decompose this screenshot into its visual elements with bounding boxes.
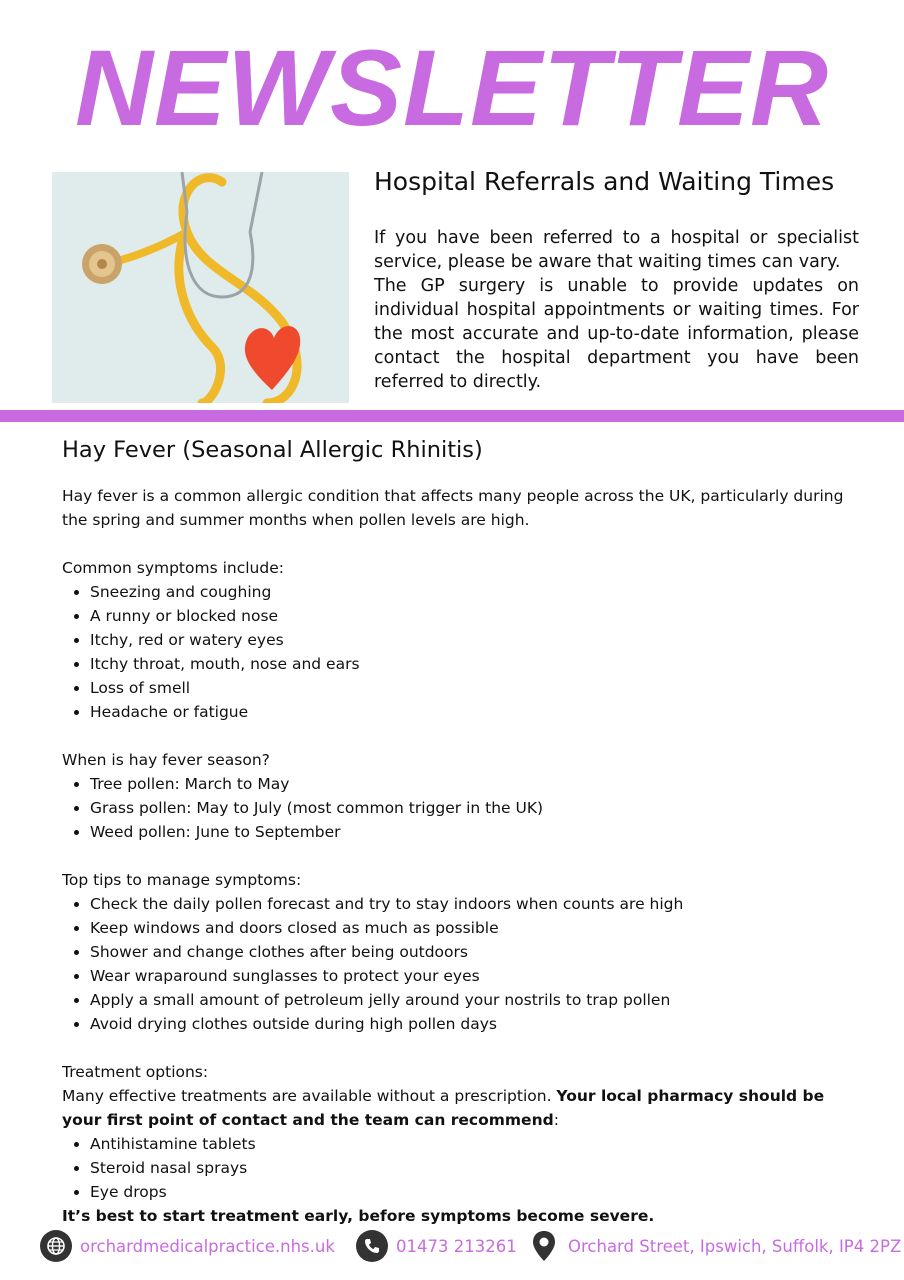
list-item: • Shower and change clothes after being outdoors <box>90 940 852 964</box>
location-pin-icon <box>528 1230 560 1262</box>
list-item: • Antihistamine tablets <box>90 1132 852 1156</box>
list-item: • Itchy, red or watery eyes <box>90 628 852 652</box>
list-item: • Headache or fatigue <box>90 700 852 724</box>
referrals-paragraph: The GP surgery is unable to provide updates on individual hospital appointments or waiting times. For the most accurate and up-to-date information, please contact the hospital department you have been referred to directly. <box>374 276 859 392</box>
referrals-body <box>374 226 859 394</box>
list-item: • Check the daily pollen forecast and try to stay indoors when counts are high <box>90 892 852 916</box>
hay-fever-section <box>62 434 852 1228</box>
list-item: • A runny or blocked nose <box>90 604 852 628</box>
referrals-heading: Hospital Referrals and Waiting Times <box>374 167 835 196</box>
section-divider <box>0 410 904 422</box>
phone-icon <box>356 1230 388 1262</box>
list-item: • Sneezing and coughing <box>90 580 852 604</box>
list-item: • Weed pollen: June to September <box>90 820 852 844</box>
stethoscope-heart-photo <box>52 172 349 403</box>
tips-list <box>62 892 852 1036</box>
list-item: • Eye drops <box>90 1180 852 1204</box>
phone-contact[interactable] <box>356 1229 517 1263</box>
contact-footer <box>0 1229 904 1263</box>
phone-number[interactable]: 01473 213261 <box>396 1236 517 1256</box>
list-item: • Tree pollen: March to May <box>90 772 852 796</box>
symptoms-heading: Common symptoms include: <box>62 559 284 577</box>
season-heading: When is hay fever season? <box>62 751 270 769</box>
list-item: • Apply a small amount of petroleum jelly around your nostrils to trap pollen <box>90 988 852 1012</box>
website-contact[interactable] <box>40 1229 335 1263</box>
treatments-list <box>62 1132 852 1204</box>
list-item: • Keep windows and doors closed as much as possible <box>90 916 852 940</box>
treatment-heading: Treatment options: <box>62 1063 209 1081</box>
symptoms-list <box>62 580 852 724</box>
list-item: • Loss of smell <box>90 676 852 700</box>
treatment-text <box>62 1084 852 1132</box>
treatment-closing-note: It’s best to start treatment early, before symptoms become severe. <box>62 1207 655 1225</box>
treatment-intro: Many effective treatments are available without a prescription. <box>62 1087 557 1105</box>
list-item: • Avoid drying clothes outside during high pollen days <box>90 1012 852 1036</box>
address-text: Orchard Street, Ipswich, Suffolk, IP4 2PZ <box>568 1236 902 1256</box>
website-link[interactable]: orchardmedicalpractice.nhs.uk <box>80 1236 335 1256</box>
treatment-colon: : <box>553 1111 559 1129</box>
newsletter-masthead: NEWSLETTER <box>75 27 829 148</box>
treatment-pharmacy-note: Your local pharmacy should be your first point of contact and the team can recommend <box>62 1087 825 1129</box>
referrals-paragraph: If you have been referred to a hospital or specialist service, please be aware that waiting times can vary. <box>374 228 859 272</box>
list-item: • Steroid nasal sprays <box>90 1156 852 1180</box>
address-contact <box>528 1229 901 1263</box>
season-list <box>62 772 852 844</box>
globe-icon <box>40 1230 72 1262</box>
tips-heading: Top tips to manage symptoms: <box>62 871 302 889</box>
list-item: • Wear wraparound sunglasses to protect your eyes <box>90 964 852 988</box>
hay-fever-intro: Hay fever is a common allergic condition that affects many people across the UK, particularly during the spring and summer months when pollen levels are high. <box>62 487 844 529</box>
list-item: • Grass pollen: May to July (most common trigger in the UK) <box>90 796 852 820</box>
list-item: • Itchy throat, mouth, nose and ears <box>90 652 852 676</box>
hay-fever-heading: Hay Fever (Seasonal Allergic Rhinitis) <box>62 437 483 463</box>
